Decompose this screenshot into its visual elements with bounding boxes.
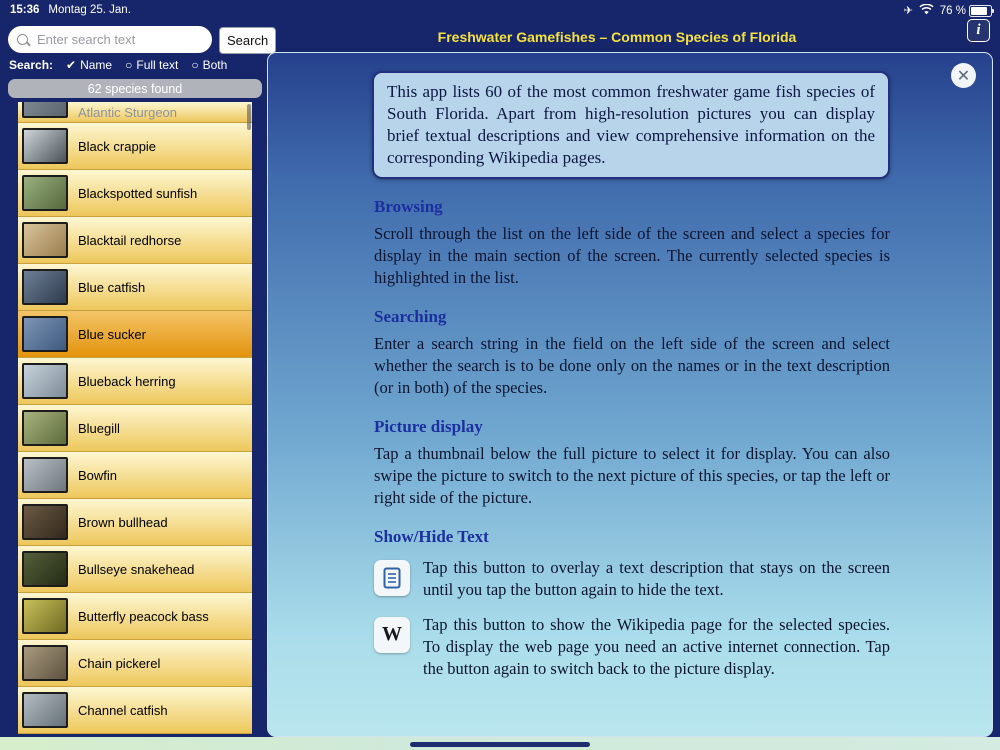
battery-icon bbox=[969, 5, 992, 17]
species-thumbnail bbox=[22, 410, 68, 446]
species-name: Bullseye snakehead bbox=[78, 561, 195, 577]
section-heading: Searching bbox=[374, 307, 447, 327]
list-item[interactable] bbox=[18, 217, 252, 264]
species-name: Blueback herring bbox=[78, 373, 176, 389]
species-name: Black crappie bbox=[78, 138, 157, 154]
date-label: Montag 25. Jan. bbox=[48, 4, 131, 16]
species-name: Brown bullhead bbox=[78, 514, 168, 530]
species-thumbnail bbox=[22, 175, 68, 211]
species-name: Chain pickerel bbox=[78, 655, 161, 671]
help-content bbox=[372, 71, 890, 693]
wifi-icon bbox=[919, 4, 934, 18]
help-item-wikipedia bbox=[374, 614, 890, 680]
search-field[interactable] bbox=[8, 26, 212, 53]
scope-option-fulltext-label: Full text bbox=[136, 58, 179, 72]
help-item-text: Tap this button to show the Wikipedia page for the selected species. To display the web page you need an active internet connection. Tap the button again to switch back to the picture display. bbox=[423, 614, 890, 678]
help-panel bbox=[267, 52, 993, 737]
search-button[interactable]: Search bbox=[219, 27, 276, 54]
species-thumbnail bbox=[22, 316, 68, 352]
scope-option-fulltext[interactable] bbox=[125, 58, 178, 72]
status-right bbox=[904, 4, 992, 18]
list-item[interactable] bbox=[18, 170, 252, 217]
list-item[interactable] bbox=[18, 687, 252, 734]
section-heading: Browsing bbox=[374, 197, 443, 217]
list-item[interactable] bbox=[18, 546, 252, 593]
species-name: Butterfly peacock bass bbox=[78, 608, 209, 624]
species-thumbnail bbox=[22, 645, 68, 681]
list-scrollbar[interactable] bbox=[247, 104, 251, 130]
species-thumbnail bbox=[22, 102, 68, 118]
page-title: Freshwater Gamefishes – Common Species of Florida bbox=[437, 29, 797, 45]
list-item[interactable] bbox=[18, 264, 252, 311]
species-thumbnail bbox=[22, 128, 68, 164]
species-thumbnail bbox=[22, 692, 68, 728]
species-name: Channel catfish bbox=[78, 702, 168, 718]
search-scope-options bbox=[9, 57, 265, 73]
section-heading: Picture display bbox=[374, 417, 483, 436]
search-scope-label: Search: bbox=[9, 58, 54, 72]
list-item[interactable] bbox=[18, 358, 252, 405]
section-text: Enter a search string in the field on the left side of the screen and select whether the search is to be done only on the names or in the text description (or in both) of the species. bbox=[374, 334, 890, 398]
section-browsing bbox=[372, 197, 890, 289]
species-name: Blue sucker bbox=[78, 326, 146, 342]
help-item-text: Tap this button to overlay a text description that stays on the screen until you tap the button again to hide the text. bbox=[423, 557, 890, 599]
help-item-text-overlay bbox=[374, 557, 890, 601]
check-icon: ✔ bbox=[66, 58, 77, 72]
search-icon bbox=[17, 34, 28, 45]
scope-option-both[interactable] bbox=[191, 58, 227, 72]
species-name: Bluegill bbox=[78, 420, 120, 436]
battery-indicator bbox=[940, 5, 992, 17]
species-name: Atlantic Sturgeon bbox=[78, 104, 178, 120]
species-thumbnail bbox=[22, 222, 68, 258]
close-icon[interactable]: ✕ bbox=[951, 63, 976, 88]
species-name: Blacktail redhorse bbox=[78, 232, 182, 248]
scope-option-both-label: Both bbox=[202, 58, 228, 72]
status-left bbox=[10, 4, 131, 16]
list-item[interactable] bbox=[18, 102, 252, 123]
species-name: Blackspotted sunfish bbox=[78, 185, 198, 201]
species-name: Blue catfish bbox=[78, 279, 146, 295]
section-text: Scroll through the list on the left side of the screen and select a species for display in the main section of the screen. The currently selected species is highlighted in the list. bbox=[374, 224, 890, 288]
home-indicator[interactable] bbox=[410, 742, 590, 747]
search-input[interactable] bbox=[35, 31, 215, 48]
species-thumbnail bbox=[22, 269, 68, 305]
section-heading: Show/Hide Text bbox=[374, 526, 489, 546]
airplane-mode-icon: ✈ bbox=[903, 4, 913, 17]
list-item-selected[interactable] bbox=[18, 311, 252, 358]
scope-option-name-label: Name bbox=[80, 58, 113, 72]
species-thumbnail bbox=[22, 457, 68, 493]
list-item[interactable] bbox=[18, 452, 252, 499]
species-list bbox=[18, 102, 252, 735]
section-show-hide-text bbox=[372, 527, 890, 680]
text-overlay-icon bbox=[374, 560, 410, 596]
species-thumbnail bbox=[22, 598, 68, 634]
list-item[interactable] bbox=[18, 593, 252, 640]
status-bar bbox=[0, 0, 1000, 22]
species-thumbnail bbox=[22, 551, 68, 587]
species-thumbnail bbox=[22, 504, 68, 540]
section-picture-display bbox=[372, 417, 890, 509]
battery-percent-label: 76 % bbox=[939, 5, 966, 17]
wikipedia-icon: W bbox=[374, 617, 410, 653]
species-name: Bowfin bbox=[78, 467, 118, 483]
list-item[interactable] bbox=[18, 640, 252, 687]
clock: 15:36 bbox=[10, 4, 40, 16]
radio-icon: ○ bbox=[191, 58, 199, 72]
section-searching bbox=[372, 307, 890, 399]
species-thumbnail bbox=[22, 363, 68, 399]
list-item[interactable] bbox=[18, 405, 252, 452]
results-count-bar: 62 species found bbox=[8, 79, 262, 98]
intro-box: This app lists 60 of the most common freshwater game fish species of South Florida. Apart from high-resolution pictures you can display brief textual descriptions and view comprehensive information on the corresponding Wikipedia pages. bbox=[372, 71, 890, 179]
list-item[interactable] bbox=[18, 123, 252, 170]
section-text: Tap a thumbnail below the full picture to select it for display. You can also swipe the picture to switch to the next picture of this species, or tap the left or right side of the picture. bbox=[374, 444, 890, 507]
info-button[interactable]: i bbox=[967, 19, 990, 42]
radio-icon: ○ bbox=[125, 58, 133, 72]
scope-option-name[interactable] bbox=[66, 58, 112, 72]
list-item[interactable] bbox=[18, 499, 252, 546]
